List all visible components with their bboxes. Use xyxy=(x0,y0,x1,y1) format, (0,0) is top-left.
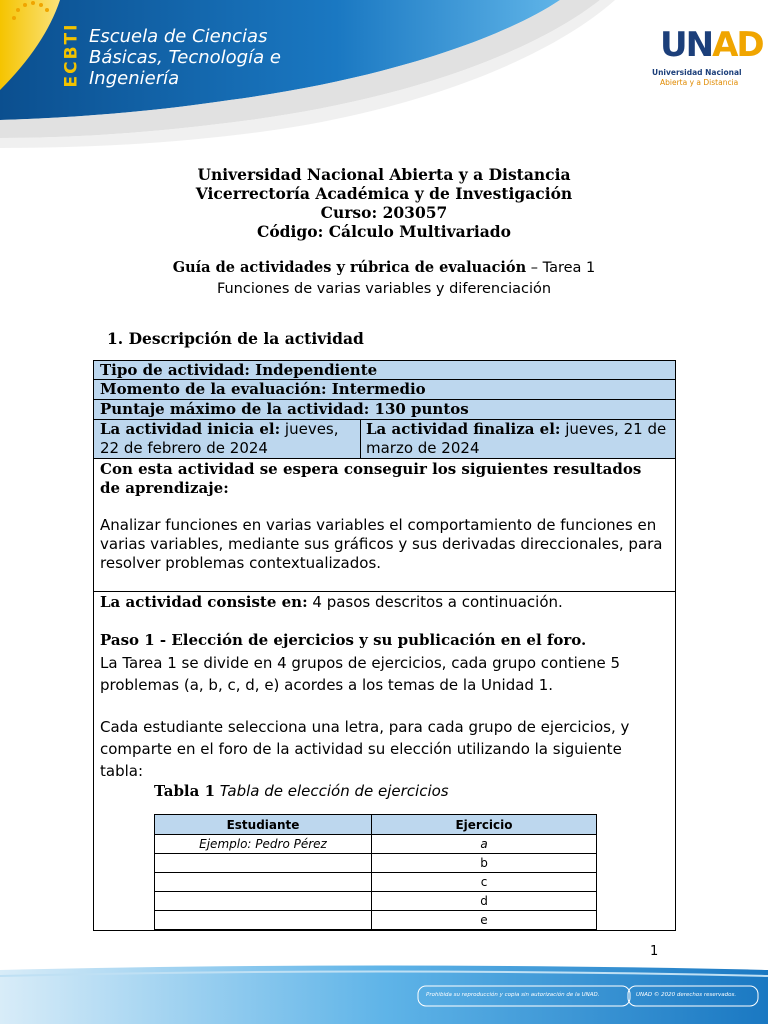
table-row xyxy=(155,835,597,854)
table-row xyxy=(155,892,597,911)
exercise-cell: a xyxy=(372,835,597,854)
guide-subtitle: Funciones de varias variables y diferenciación xyxy=(216,281,552,297)
guide-title: Guía de actividades y rúbrica de evaluación – Tarea 1 xyxy=(172,259,596,276)
tipo-text: Tipo de actividad: Independiente xyxy=(100,361,378,379)
momento-row xyxy=(94,380,675,400)
ecbti-tag: ECBTI xyxy=(61,22,81,88)
school-name-line: Escuela de Ciencias xyxy=(89,26,268,47)
column-header-estudiante: Estudiante xyxy=(155,815,372,835)
resultados-row xyxy=(94,459,675,592)
header-banner xyxy=(0,0,768,150)
paso1-paragraph-2: Cada estudiante selecciona una letra, para cada grupo de ejercicios, y comparte en el foro de la actividad su elección utilizando la siguiente tabla: xyxy=(100,718,630,780)
table-header-row xyxy=(155,815,597,835)
dates-row xyxy=(94,420,675,459)
table-row xyxy=(155,873,597,892)
exercise-cell: b xyxy=(372,854,597,873)
table-row xyxy=(155,911,597,930)
unad-subtitle-2: Abierta y a Distancia xyxy=(660,78,739,87)
exercise-cell: d xyxy=(372,892,597,911)
resultados-text: Analizar funciones en varias variables el comportamiento de funciones en varias variables, mediante sus gráficos y sus derivadas direccionales, para resolver problemas contextualizados. xyxy=(100,516,663,572)
school-name-line: Ingeniería xyxy=(89,68,180,89)
title-line-1: Universidad Nacional Abierta y a Distancia xyxy=(197,165,571,184)
student-cell[interactable] xyxy=(155,873,372,892)
exercise-cell: e xyxy=(372,911,597,930)
page-number: 1 xyxy=(650,944,659,959)
footer-rights: UNAD © 2020 derechos reservados. xyxy=(636,992,737,998)
student-cell[interactable]: Ejemplo: Pedro Pérez xyxy=(155,835,372,854)
paso1-heading: Paso 1 - Elección de ejercicios y su publicación en el foro. xyxy=(100,631,587,649)
title-line-3: Curso: 203057 xyxy=(320,203,448,222)
exercise-selection-table xyxy=(154,814,597,930)
section-heading: 1. Descripción de la actividad xyxy=(107,329,364,348)
consiste-text: La actividad consiste en: 4 pasos descritos a continuación. xyxy=(100,593,563,611)
title-line-2: Vicerrectoría Académica y de Investigación xyxy=(195,184,573,203)
activity-table xyxy=(93,360,676,931)
title-line-4: Código: Cálculo Multivariado xyxy=(257,222,511,241)
unad-logo-icon xyxy=(0,0,100,72)
resultados-heading: Con esta actividad se espera conseguir los siguientes resultados de aprendizaje: xyxy=(100,460,642,497)
column-header-ejercicio: Ejercicio xyxy=(372,815,597,835)
finaliza-cell: La actividad finaliza el: jueves, 21 de marzo de 2024 xyxy=(366,420,667,457)
student-cell[interactable] xyxy=(155,911,372,930)
footer-copyright-notice: Prohibida su reproducción y copia sin autorización de la UNAD. xyxy=(426,992,600,998)
inicia-cell: La actividad inicia el: jueves, 22 de febrero de 2024 xyxy=(100,420,339,457)
paso1-paragraph-1: La Tarea 1 se divide en 4 grupos de ejercicios, cada grupo contiene 5 problemas (a, b, c, d, e) acordes a los temas de la Unidad 1. xyxy=(100,654,621,694)
tabla1-caption: Tabla 1 Tabla de elección de ejercicios xyxy=(154,782,449,800)
date-divider xyxy=(360,420,361,458)
student-cell[interactable] xyxy=(155,892,372,911)
school-name xyxy=(89,26,281,89)
table-row xyxy=(155,854,597,873)
student-cell[interactable] xyxy=(155,854,372,873)
tipo-row xyxy=(94,361,675,380)
exercise-cell: c xyxy=(372,873,597,892)
unad-wordmark: UNAD xyxy=(660,25,763,65)
puntaje-text: Puntaje máximo de la actividad: 130 puntos xyxy=(100,400,469,418)
puntaje-row xyxy=(94,400,675,420)
momento-text: Momento de la evaluación: Intermedio xyxy=(100,380,426,398)
unad-subtitle-1: Universidad Nacional xyxy=(652,68,742,77)
school-name-line: Básicas, Tecnología e xyxy=(89,47,281,68)
footer-banner xyxy=(0,962,768,1024)
